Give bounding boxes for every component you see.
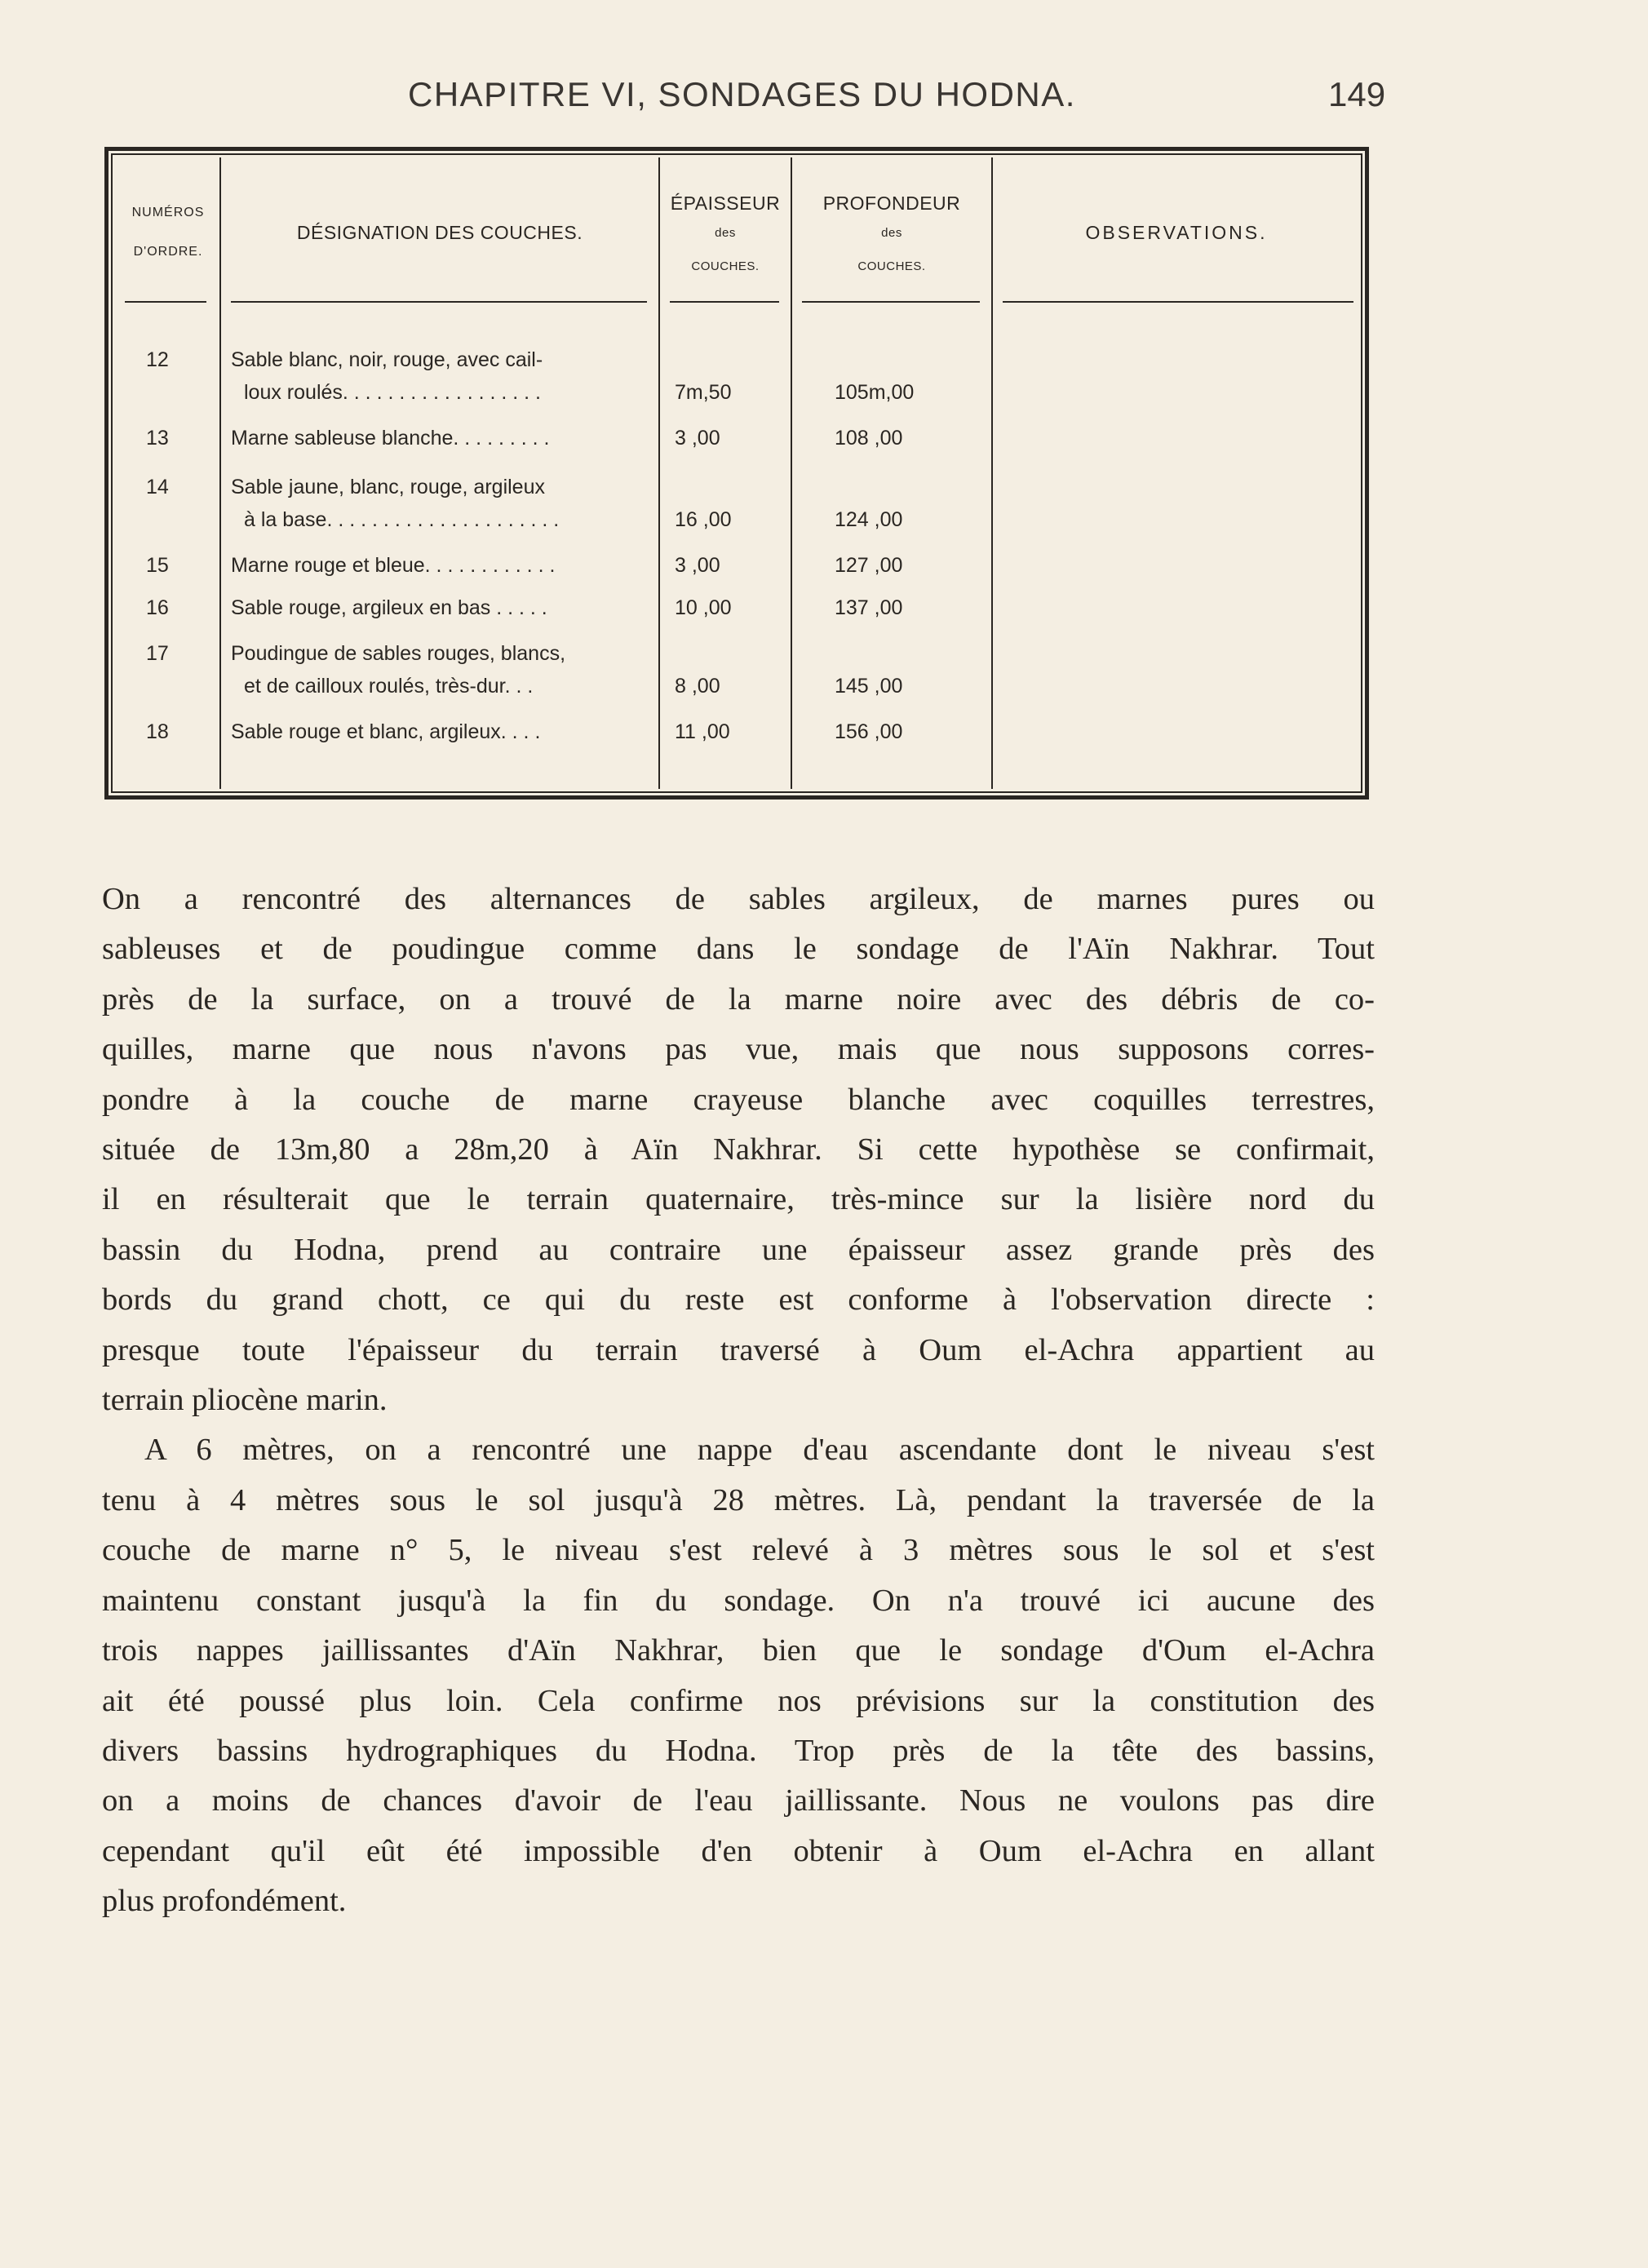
row-profondeur: 145 ,00 xyxy=(835,675,903,698)
row-number: 12 xyxy=(146,348,169,371)
paragraph-1 xyxy=(102,875,1375,1425)
paragraph-2 xyxy=(102,1425,1375,1926)
header-designation-label: DÉSIGNATION DES COUCHES. xyxy=(296,221,583,243)
text-line: terrain pliocène marin. xyxy=(102,1383,388,1418)
header-designation xyxy=(221,167,658,298)
text-line: près de la surface, on a trouvé de la marne noire avec des débris de co- xyxy=(102,981,1375,1017)
row-designation: Sable blanc, noir, rouge, avec cail- xyxy=(231,348,543,371)
row-designation: Marne sableuse blanche. . . . . . . . . xyxy=(231,427,550,450)
header-epaisseur-line3: COUCHES. xyxy=(691,259,760,273)
header-epaisseur-line1: ÉPAISSEUR xyxy=(670,192,781,214)
row-epaisseur: 11 ,00 xyxy=(675,720,730,743)
row-epaisseur: 3 ,00 xyxy=(675,554,720,577)
header-rule xyxy=(1003,301,1353,303)
row-number: 18 xyxy=(146,720,169,743)
row-epaisseur: 10 ,00 xyxy=(675,596,732,619)
row-designation: Poudingue de sables rouges, blancs, xyxy=(231,642,566,665)
row-profondeur: 108 ,00 xyxy=(835,427,903,450)
header-numeros-line2: D'ORDRE. xyxy=(133,245,203,259)
header-profondeur-line2: des xyxy=(881,225,902,240)
text-line: sableuses et de poudingue comme dans le sondage de l'Aïn Nakhrar. Tout xyxy=(102,932,1375,967)
row-number: 16 xyxy=(146,596,169,619)
text-line: divers bassins hydrographiques du Hodna. Trop près de la tête des bassins, xyxy=(102,1733,1375,1768)
header-epaisseur xyxy=(660,167,791,298)
header-rule xyxy=(802,301,980,303)
page-number: 149 xyxy=(1328,75,1386,113)
header-rule xyxy=(125,301,206,303)
header-observations xyxy=(993,167,1360,298)
table-row xyxy=(109,554,1365,587)
row-number: 15 xyxy=(146,554,169,577)
header-numeros-line1: NUMÉROS xyxy=(131,206,205,219)
text-line: quilles, marne que nous n'avons pas vue, mais que nous supposons corres- xyxy=(102,1032,1375,1067)
table-row xyxy=(109,675,1365,707)
text-line: située de 13m,80 a 28m,20 à Aïn Nakhrar. Si cette hypothèse se confirmait, xyxy=(102,1132,1375,1167)
row-number: 17 xyxy=(146,642,169,665)
row-epaisseur: 7m,50 xyxy=(675,381,732,404)
text-line: il en résulterait que le terrain quaternaire, très-mince sur la lisière nord du xyxy=(102,1182,1375,1217)
row-designation: Sable rouge, argileux en bas . . . . . xyxy=(231,596,547,619)
text-line: bords du grand chott, ce qui du reste est conforme à l'observation directe : xyxy=(102,1282,1375,1318)
row-designation: Marne rouge et bleue. . . . . . . . . . . . xyxy=(231,554,556,577)
running-title: CHAPITRE VI, SONDAGES DU HODNA. xyxy=(408,75,1076,113)
header-numeros xyxy=(117,167,219,298)
row-designation-cont: à la base. . . . . . . . . . . . . . . . . . . . . xyxy=(244,508,560,531)
header-profondeur-line3: COUCHES. xyxy=(857,259,926,273)
table-row xyxy=(109,476,1365,508)
body-text xyxy=(102,875,1375,1927)
header-rule xyxy=(670,301,779,303)
text-line: cependant qu'il eût été impossible d'en obtenir à Oum el-Achra en allant xyxy=(102,1833,1375,1868)
header-profondeur-line1: PROFONDEUR xyxy=(822,192,961,214)
text-line: A 6 mètres, on a rencontré une nappe d'eau ascendante dont le niveau s'est xyxy=(144,1433,1375,1468)
strata-table xyxy=(104,147,1369,800)
table-row xyxy=(109,596,1365,629)
row-designation: Sable rouge et blanc, argileux. . . . xyxy=(231,720,541,743)
text-line: maintenu constant jusqu'à la fin du sondage. On n'a trouvé ici aucune des xyxy=(102,1583,1375,1618)
table-row xyxy=(109,348,1365,381)
text-line: on a moins de chances d'avoir de l'eau jaillissante. Nous ne voulons pas dire xyxy=(102,1783,1375,1818)
table-row xyxy=(109,508,1365,541)
row-designation-cont: loux roulés. . . . . . . . . . . . . . . . . . xyxy=(244,381,542,404)
table-row xyxy=(109,642,1365,675)
row-profondeur: 127 ,00 xyxy=(835,554,903,577)
row-designation: Sable jaune, blanc, rouge, argileux xyxy=(231,476,545,498)
row-designation-cont: et de cailloux roulés, très-dur. . . xyxy=(244,675,534,698)
row-profondeur: 156 ,00 xyxy=(835,720,903,743)
text-line: ait été poussé plus loin. Cela confirme nos prévisions sur la constitution des xyxy=(102,1683,1375,1718)
header-epaisseur-line2: des xyxy=(715,225,736,240)
table-row xyxy=(109,427,1365,459)
row-profondeur: 137 ,00 xyxy=(835,596,903,619)
row-profondeur: 124 ,00 xyxy=(835,508,903,531)
row-epaisseur: 3 ,00 xyxy=(675,427,720,450)
text-line: presque toute l'épaisseur du terrain traversé à Oum el-Achra appartient au xyxy=(102,1332,1375,1367)
text-line: On a rencontré des alternances de sables argileux, de marnes pures ou xyxy=(102,882,1375,916)
table-row xyxy=(109,720,1365,753)
header-observations-label: OBSERVATIONS. xyxy=(1085,221,1268,243)
header-rule xyxy=(231,301,647,303)
text-line: trois nappes jaillissantes d'Aïn Nakhrar, bien que le sondage d'Oum el-Achra xyxy=(102,1633,1375,1668)
row-epaisseur: 16 ,00 xyxy=(675,508,732,531)
text-line: bassin du Hodna, prend au contraire une épaisseur assez grande près des xyxy=(102,1232,1375,1267)
text-line: pondre à la couche de marne crayeuse blanche avec coquilles terrestres, xyxy=(102,1082,1375,1117)
row-epaisseur: 8 ,00 xyxy=(675,675,720,698)
page-header xyxy=(0,70,1648,127)
header-profondeur xyxy=(792,167,991,298)
row-number: 14 xyxy=(146,476,169,498)
text-line: plus profondément. xyxy=(102,1884,347,1919)
text-line: tenu à 4 mètres sous le sol jusqu'à 28 mètres. Là, pendant la traversée de la xyxy=(102,1482,1375,1517)
row-number: 13 xyxy=(146,427,169,450)
row-profondeur: 105m,00 xyxy=(835,381,915,404)
table-row xyxy=(109,381,1365,414)
text-line: couche de marne n° 5, le niveau s'est relevé à 3 mètres sous le sol et s'est xyxy=(102,1533,1375,1568)
